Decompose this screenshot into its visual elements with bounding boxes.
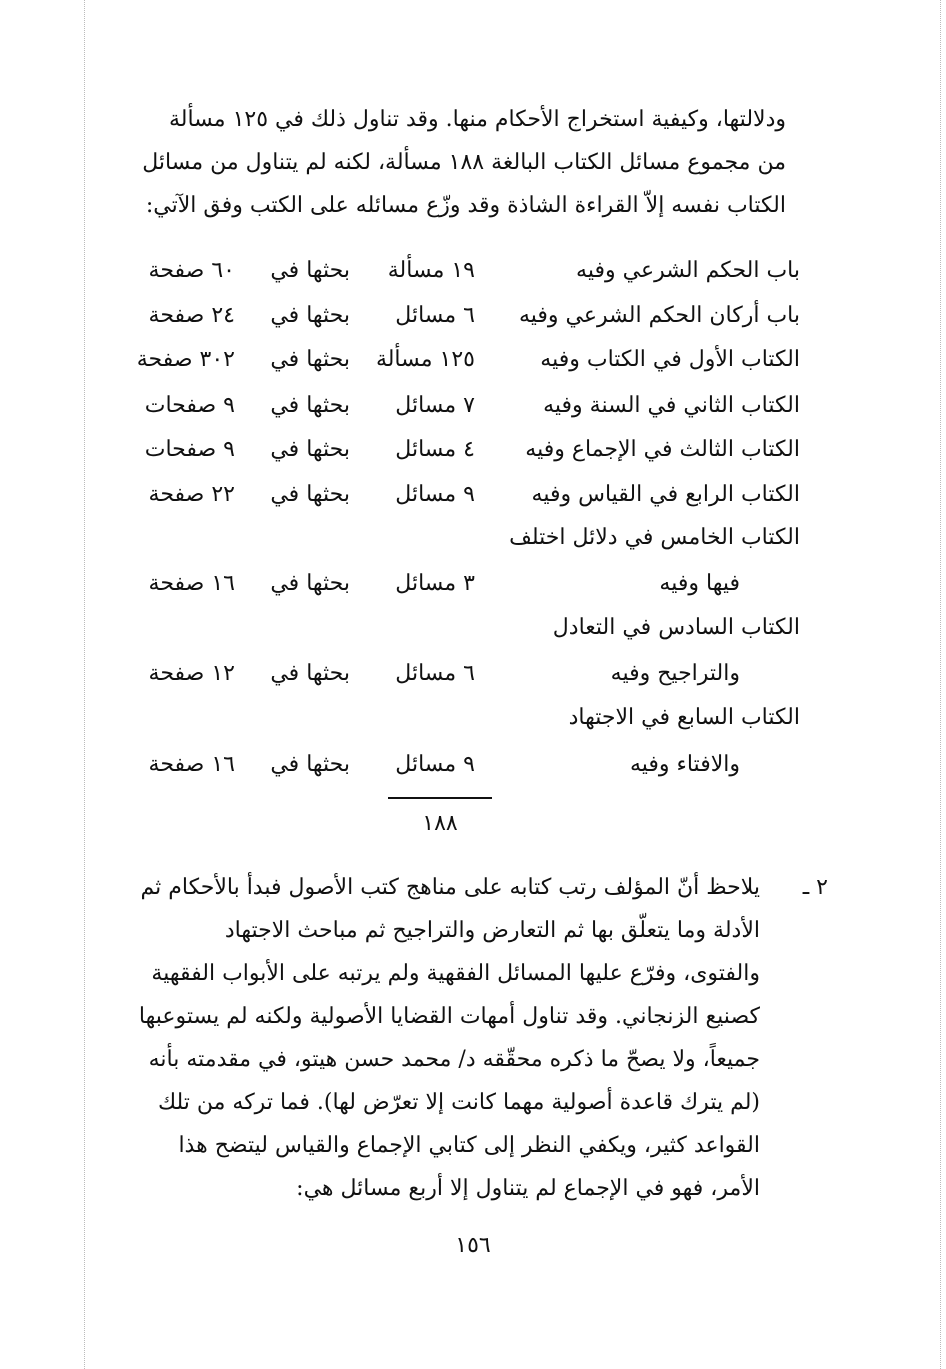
body-line: كصنيع الزنجاني. وقد تناول أمهات القضايا الأصولية ولكنه لم يستوعبها xyxy=(138,1004,760,1029)
table-row xyxy=(110,654,800,694)
right-margin-guide xyxy=(940,0,941,1369)
intro-paragraph xyxy=(118,98,786,227)
table-row xyxy=(110,386,800,426)
issue-count: ٩ مسائل xyxy=(395,482,475,507)
book-title: الكتاب الخامس في دلائل اختلف xyxy=(509,525,800,550)
issue-count: ١٢٥ مسألة xyxy=(375,347,475,372)
table-row xyxy=(110,475,800,515)
intro-line: الكتاب نفسه إلاّ القراءة الشاذة وقد وزّع مسائله على الكتب وفق الآتي: xyxy=(145,193,786,218)
body-line: جميعاً، ولا يصحّ ما ذكره محقّقه د/ محمد حسن هيتو، في مقدمته بأنه xyxy=(148,1047,760,1072)
covered-in-label: بحثها في xyxy=(270,303,350,328)
body-line: الأدلة وما يتعلّق بها ثم التعارض والتراجيح ثم مباحث الاجتهاد xyxy=(224,918,760,943)
page-count: ٢٤ صفحة xyxy=(148,303,235,328)
page-count: ٣٠٢ صفحة xyxy=(136,347,235,372)
table-row xyxy=(110,564,800,604)
issue-count: ٩ مسائل xyxy=(395,752,475,777)
body-line: الأمر، فهو في الإجماع لم يتناول إلا أربع مسائل هي: xyxy=(296,1176,760,1201)
table-row xyxy=(110,745,800,785)
book-title: الكتاب الثالث في الإجماع وفيه xyxy=(525,437,800,462)
body-line: والفتوى، وفرّع عليها المسائل الفقهية ولم يرتبه على الأبواب الفقهية xyxy=(151,961,760,986)
covered-in-label: بحثها في xyxy=(270,661,350,686)
body-line: القواعد كثير، ويكفي النظر إلى كتابي الإجماع والقياس ليتضح هذا xyxy=(178,1133,760,1158)
covered-in-label: بحثها في xyxy=(270,393,350,418)
page-count: ١٢ صفحة xyxy=(148,661,235,686)
book-title: الكتاب السادس في التعادل xyxy=(552,615,800,640)
table-row xyxy=(110,608,800,648)
intro-line: من مجموع مسائل الكتاب البالغة ١٨٨ مسألة، لكنه لم يتناول من مسائل xyxy=(142,150,786,175)
book-title: الكتاب السابع في الاجتهاد xyxy=(568,705,800,730)
book-title: باب الحكم الشرعي وفيه xyxy=(576,258,800,283)
issue-count: ٤ مسائل xyxy=(395,437,475,462)
left-margin-guide xyxy=(84,0,85,1369)
book-title-continuation: والتراجيح وفيه xyxy=(610,661,740,686)
issue-count: ٦ مسائل xyxy=(395,661,475,686)
intro-line: ودلالتها، وكيفية استخراج الأحكام منها. وقد تناول ذلك في ١٢٥ مسألة xyxy=(168,107,786,132)
issue-count: ١٩ مسألة xyxy=(387,258,475,283)
page-number: ١٥٦ xyxy=(455,1233,491,1258)
body-line: (لم يترك قاعدة أصولية مهما كانت إلا تعرّض لها). فما تركه من تلك xyxy=(157,1090,760,1115)
book-title-continuation: والافتاء وفيه xyxy=(629,752,740,777)
page-count: ١٦ صفحة xyxy=(148,752,235,777)
book-title: باب أركان الحكم الشرعي وفيه xyxy=(518,303,800,328)
covered-in-label: بحثها في xyxy=(270,752,350,777)
total-issues: ١٨٨ xyxy=(422,811,458,836)
table-row xyxy=(110,296,800,336)
page-count: ٩ صفحات xyxy=(144,393,235,418)
covered-in-label: بحثها في xyxy=(270,482,350,507)
book-title: الكتاب الثاني في السنة وفيه xyxy=(543,393,800,418)
total-rule xyxy=(388,797,492,799)
body-line: يلاحظ أنّ المؤلف رتب كتابه على مناهج كتب الأصول فبدأ بالأحكام ثم xyxy=(140,875,760,900)
issue-count: ٧ مسائل xyxy=(395,393,475,418)
page-count: ١٦ صفحة xyxy=(148,571,235,596)
table-row xyxy=(110,698,800,738)
point-number: ٢ ـ xyxy=(802,875,828,900)
book-title: الكتاب الأول في الكتاب وفيه xyxy=(540,347,800,372)
covered-in-label: بحثها في xyxy=(270,437,350,462)
table-row xyxy=(110,340,800,380)
book-title: الكتاب الرابع في القياس وفيه xyxy=(531,482,800,507)
book-title-continuation: فيها وفيه xyxy=(659,571,740,596)
page-count: ٢٢ صفحة xyxy=(148,482,235,507)
page-count: ٦٠ صفحة xyxy=(148,258,235,283)
table-row xyxy=(110,430,800,470)
covered-in-label: بحثها في xyxy=(270,571,350,596)
body-paragraph xyxy=(118,866,760,1210)
table-row xyxy=(110,251,800,291)
issue-count: ٣ مسائل xyxy=(395,571,475,596)
table-row xyxy=(110,518,800,558)
issue-count: ٦ مسائل xyxy=(395,303,475,328)
covered-in-label: بحثها في xyxy=(270,347,350,372)
page-count: ٩ صفحات xyxy=(144,437,235,462)
covered-in-label: بحثها في xyxy=(270,258,350,283)
